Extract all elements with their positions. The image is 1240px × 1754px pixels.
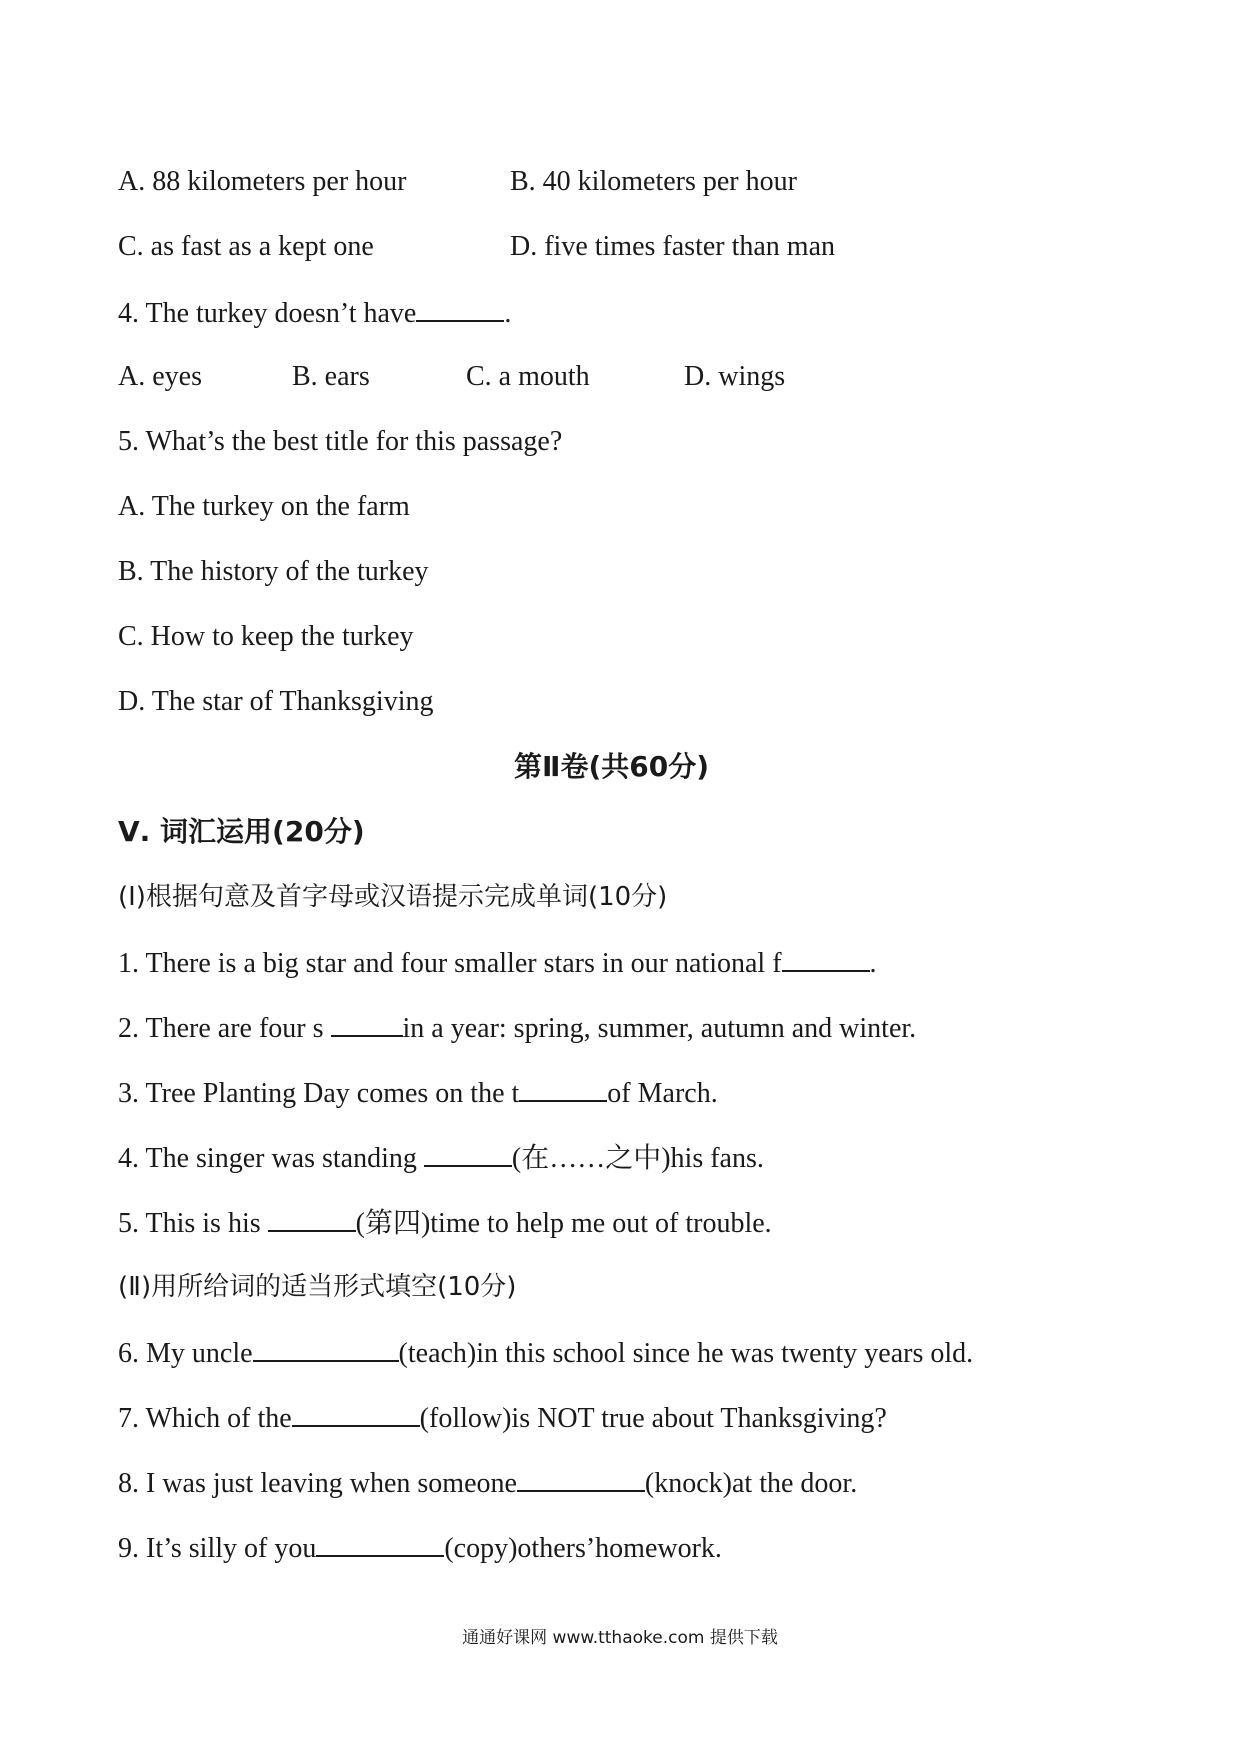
item-text: (knock)at the door. <box>644 1468 858 1499</box>
sub2-item-9 <box>118 1529 722 1567</box>
item-text: 9. It’s silly of you <box>118 1533 317 1564</box>
answer-blank[interactable] <box>517 1464 645 1492</box>
item-text: 7. Which of the <box>118 1403 292 1434</box>
sub2-item-7 <box>118 1399 887 1437</box>
q3-option-a: A. 88 kilometers per hour <box>118 166 407 197</box>
sub2-item-8 <box>118 1464 857 1502</box>
item-text: (第四)time to help me out of trouble. <box>355 1208 772 1239</box>
part2-title: 第Ⅱ卷(共60分) <box>514 750 710 783</box>
item-text: 4. The singer was standing <box>118 1143 424 1174</box>
answer-blank[interactable] <box>416 294 504 322</box>
item-text: 8. I was just leaving when someone <box>118 1468 517 1499</box>
item-text: in a year: spring, summer, autumn and winter. <box>402 1013 917 1044</box>
item-text: (teach)in this school since he was twenty years old. <box>398 1338 974 1369</box>
sub1-item-4 <box>118 1139 764 1177</box>
sub1-item-1 <box>118 944 877 982</box>
q5-option-a: A. The turkey on the farm <box>118 491 410 522</box>
item-text: 6. My uncle <box>118 1338 253 1369</box>
q4-end: . <box>504 298 512 329</box>
answer-blank[interactable] <box>424 1139 512 1167</box>
q4-question <box>118 294 511 332</box>
item-text: (copy)others’homework. <box>444 1533 722 1564</box>
q4-option-b: B. ears <box>292 361 370 392</box>
sub2-item-6 <box>118 1334 973 1372</box>
item-text: 1. There is a big star and four smaller stars in our national f <box>118 948 782 979</box>
item-text: of March. <box>607 1078 718 1109</box>
answer-blank[interactable] <box>519 1074 607 1102</box>
q5-option-d: D. The star of Thanksgiving <box>118 686 434 717</box>
answer-blank[interactable] <box>316 1529 444 1557</box>
sub1-title: (Ⅰ)根据句意及首字母或汉语提示完成单词(10分) <box>118 882 668 912</box>
q3-option-b: B. 40 kilometers per hour <box>510 166 797 197</box>
item-text: 5. This is his <box>118 1208 268 1239</box>
sub1-item-2 <box>118 1009 916 1047</box>
answer-blank[interactable] <box>331 1009 403 1037</box>
sub1-item-5 <box>118 1204 772 1242</box>
q4-option-c: C. a mouth <box>466 361 590 392</box>
item-text: 3. Tree Planting Day comes on the t <box>118 1078 520 1109</box>
item-text: (在……之中)his fans. <box>511 1143 764 1174</box>
answer-blank[interactable] <box>268 1204 356 1232</box>
item-text: (follow)is NOT true about Thanksgiving? <box>419 1403 887 1434</box>
section5-title: Ⅴ. 词汇运用(20分) <box>118 815 365 848</box>
answer-blank[interactable] <box>292 1399 420 1427</box>
q5-option-b: B. The history of the turkey <box>118 556 429 587</box>
page-footer: 通通好课网 www.tthaoke.com 提供下载 <box>462 1628 778 1648</box>
q5-stem: 5. What’s the best title for this passage? <box>118 426 563 457</box>
q4-option-a: A. eyes <box>118 361 202 392</box>
q3-option-c: C. as fast as a kept one <box>118 231 374 262</box>
sub2-title: (Ⅱ)用所给词的适当形式填空(10分) <box>118 1272 517 1302</box>
q4-stem: 4. The turkey doesn’t have <box>118 298 417 329</box>
item-text: . <box>869 948 877 979</box>
sub1-item-3 <box>118 1074 718 1112</box>
q5-option-c: C. How to keep the turkey <box>118 621 414 652</box>
answer-blank[interactable] <box>253 1334 399 1362</box>
answer-blank[interactable] <box>782 944 870 972</box>
item-text: 2. There are four s <box>118 1013 331 1044</box>
q3-option-d: D. five times faster than man <box>510 231 836 262</box>
q4-option-d: D. wings <box>684 361 786 392</box>
